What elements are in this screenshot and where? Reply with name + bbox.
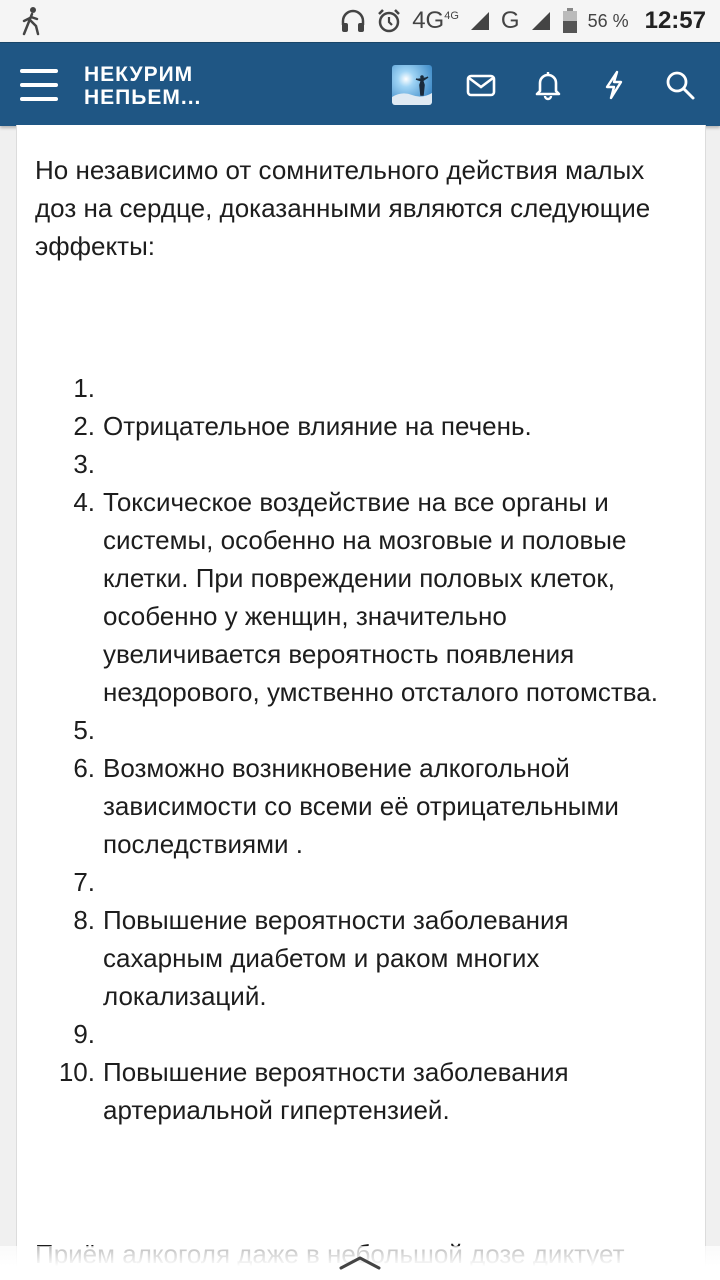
list-item: 7. <box>73 867 95 897</box>
walk-icon <box>18 6 44 36</box>
list-item: 6. Возможно возникновение алкогольной зависимости со всеми её отрицательными последствиями . <box>73 753 619 859</box>
list-item: 3. <box>73 449 95 479</box>
bell-icon[interactable] <box>532 69 564 101</box>
status-icons <box>340 0 706 42</box>
effects-list <box>17 369 705 1129</box>
menu-icon[interactable] <box>20 69 58 101</box>
logo-line2: НЕПЬЕМ... <box>84 86 202 109</box>
battery-percent: 56 % <box>587 10 629 31</box>
avatar[interactable] <box>392 65 432 105</box>
clock: 12:57 <box>644 7 706 34</box>
battery-icon <box>562 8 578 34</box>
status-bar <box>0 0 720 42</box>
list-item: 2. Отрицательное влияние на печень. <box>73 411 532 441</box>
signal2-icon <box>530 10 552 32</box>
search-icon[interactable] <box>664 69 696 101</box>
network2-label: G <box>500 7 520 34</box>
list-item: 9. <box>73 1019 95 1049</box>
chevron-up-icon[interactable] <box>337 1252 383 1274</box>
alarm-icon <box>376 8 402 34</box>
article-intro: Но независимо от сомнительного действия малых доз на сердце, доказанными являются следующие эффекты: <box>35 155 651 261</box>
list-item: 10. Повышение вероятности заболевания артериальной гипертензией. <box>58 1057 569 1125</box>
logo-line1: НЕКУРИМ <box>84 63 194 86</box>
list-item: 1. <box>73 373 95 403</box>
article-card <box>16 125 706 1280</box>
headphones-icon <box>340 8 366 34</box>
app-header <box>0 42 720 126</box>
site-logo[interactable] <box>84 63 201 109</box>
list-item: 8. Повышение вероятности заболевания сахарным диабетом и раком многих локализаций. <box>73 905 569 1011</box>
bolt-icon[interactable] <box>598 69 630 101</box>
network-label: $4G^{4G}$ <box>412 7 459 34</box>
list-item: 5. <box>73 715 95 745</box>
signal-icon <box>469 10 491 32</box>
list-item: 4. Токсическое воздействие на все органы и системы, особенно на мозговые и половые клетки. При повреждении половых клеток, особенно у женщин, значительно увеличивается вероятность появления нездорового, умственно отсталого потомства. <box>73 487 658 707</box>
mail-icon[interactable] <box>465 69 497 101</box>
